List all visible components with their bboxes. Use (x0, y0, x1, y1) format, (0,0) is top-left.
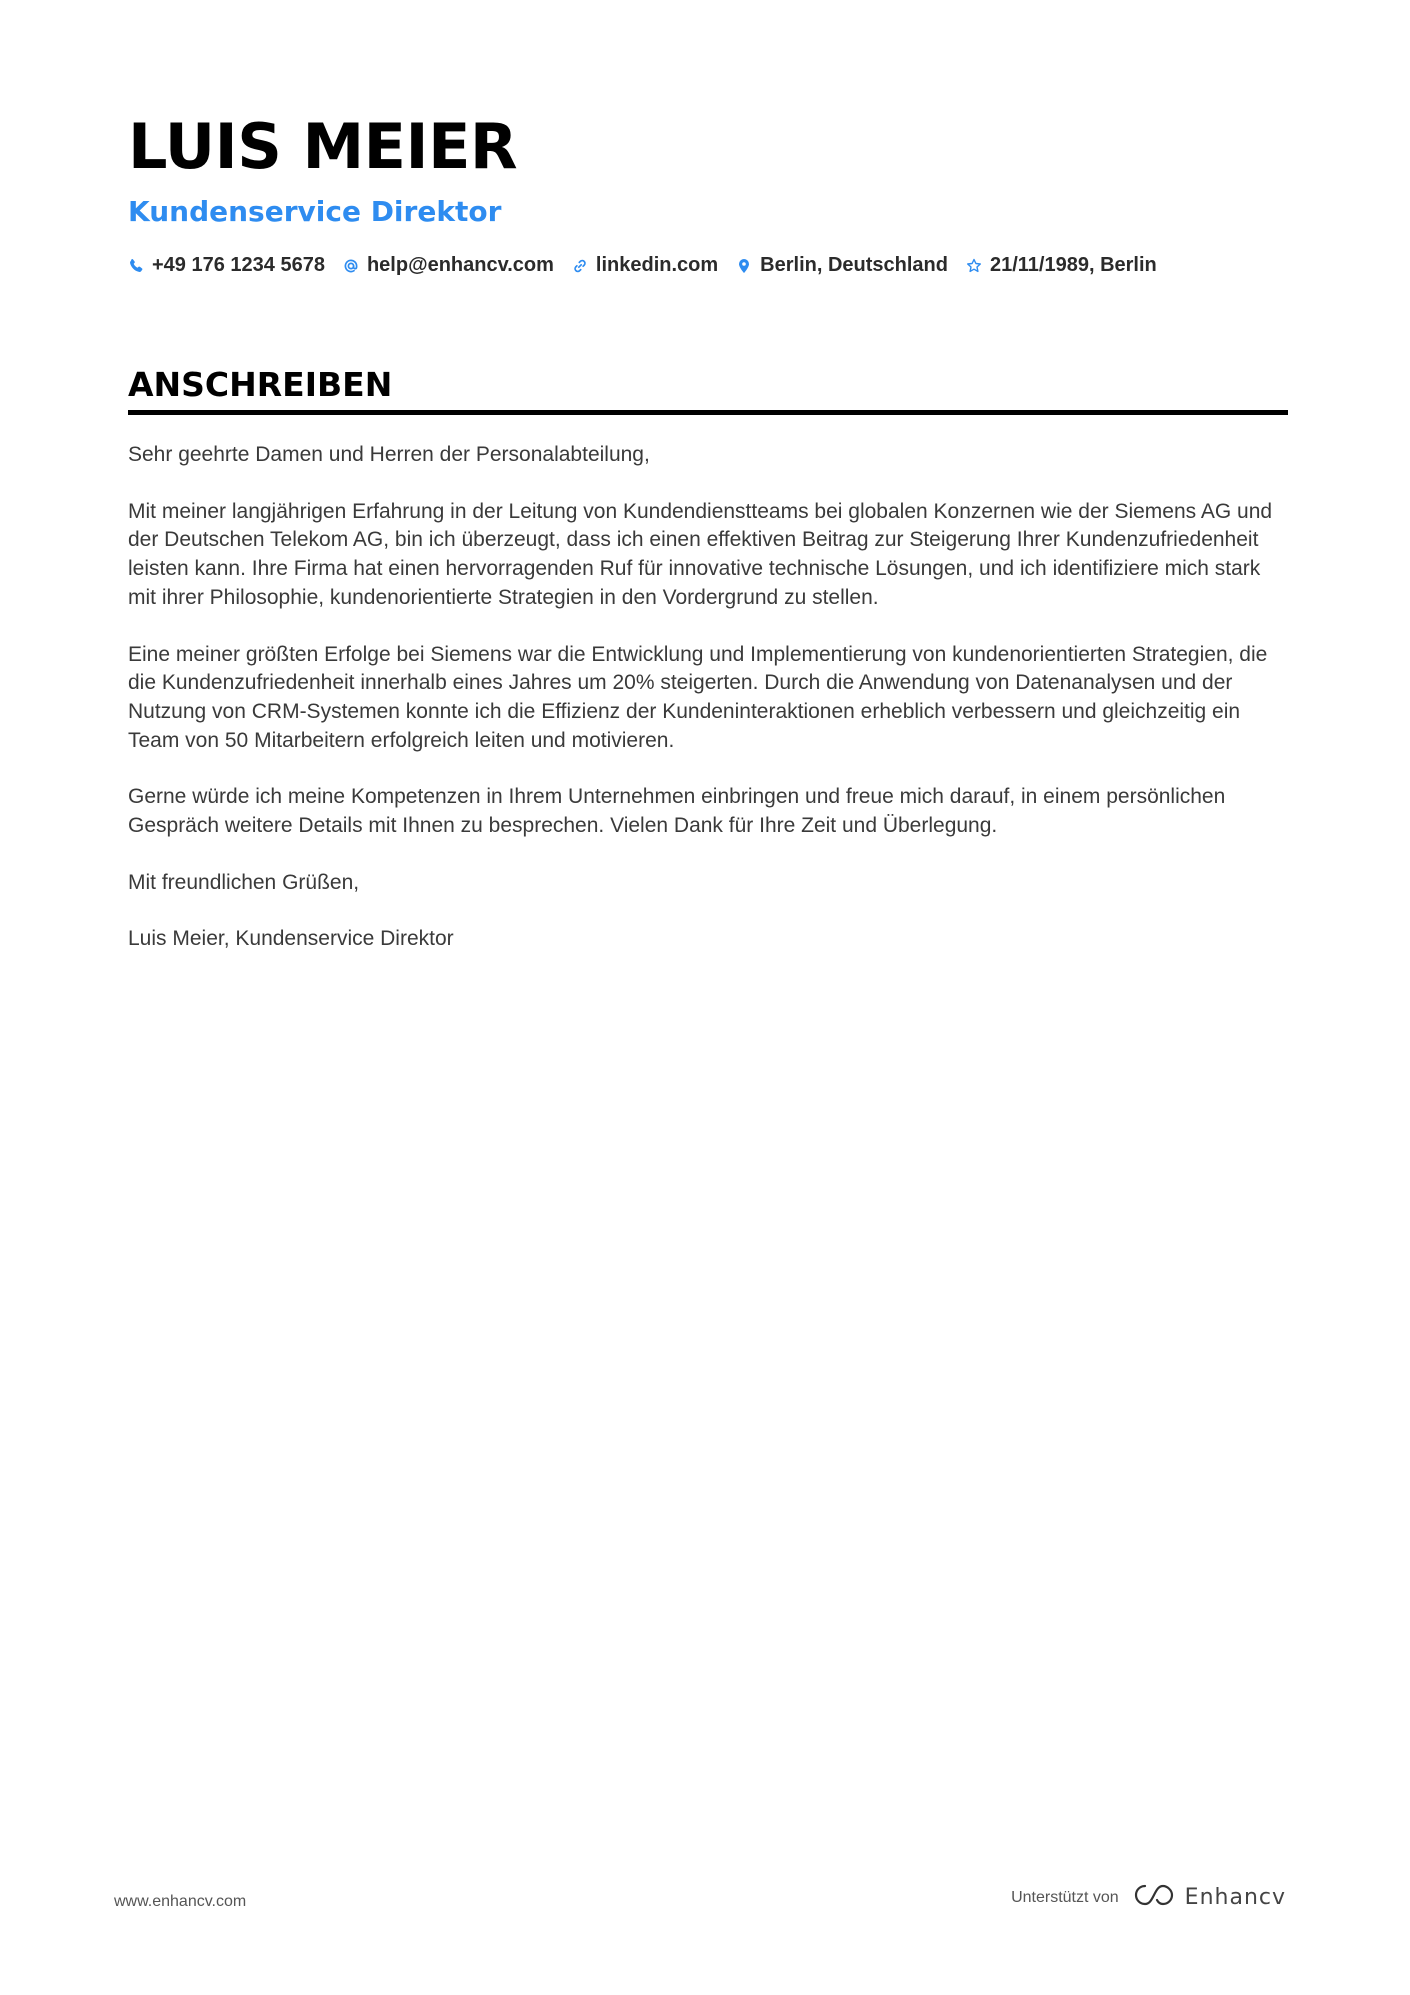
contact-linkedin[interactable] (572, 254, 718, 277)
section-title: ANSCHREIBEN (128, 365, 393, 404)
letter-paragraph: Mit meiner langjährigen Erfahrung in der Leitung von Kundendienstteams bei globalen Konzernen wie der Siemens AG und der Deutschen Telekom AG, bin ich überzeugt, dass ich einen effektiven Beitrag zur Steigerung Ihrer Kundenzufriedenheit leisten kann. Ihre Firma hat einen hervorragenden Ruf für innovative technische Lösungen, und ich identifiziere mich stark mit ihrer Philosophie, kundenorientierte Strategien in den Vordergrund zu stellen. (128, 499, 1273, 609)
contact-location (736, 254, 948, 277)
footer-branding[interactable] (1011, 1882, 1286, 1913)
enhancv-logo (1131, 1882, 1286, 1913)
location-pin-icon (736, 257, 752, 275)
contact-email[interactable] (343, 254, 554, 277)
powered-by-label: Unterstützt von (1011, 1888, 1119, 1906)
header (128, 112, 1288, 277)
brand-name: Enhancv (1184, 1885, 1286, 1910)
star-icon (966, 257, 982, 275)
letter-paragraph: Eine meiner größten Erfolge bei Siemens war die Entwicklung und Implementierung von kundenorientierten Strategien, die die Kundenzufriedenheit innerhalb eines Jahres um 20% steigerten. Durch die Anwendung von Datenanalysen und der Nutzung von CRM-Systemen konnte ich die Effizienz der Kundeninteraktionen erheblich verbessern und gleichzeitig ein Team von 50 Mitarbeitern erfolgreich leiten und motivieren. (128, 642, 1268, 752)
contact-bar (128, 254, 1288, 277)
job-title: Kundenservice Direktor (128, 195, 502, 228)
letter-closing: Mit freundlichen Grüßen, (128, 870, 360, 894)
contact-birth (966, 254, 1157, 277)
footer-website[interactable]: www.enhancv.com (114, 1893, 247, 1910)
letter-signature: Luis Meier, Kundenservice Direktor (128, 927, 454, 951)
contact-email-text: help@enhancv.com (366, 254, 554, 276)
contact-phone-text: +49 176 1234 5678 (152, 254, 325, 276)
letter-salutation: Sehr geehrte Damen und Herren der Personalabteilung, (128, 443, 650, 466)
applicant-name: LUIS MEIER (128, 110, 518, 183)
phone-icon (128, 257, 144, 275)
contact-location-text: Berlin, Deutschland (760, 254, 948, 276)
infinity-icon (1131, 1882, 1177, 1913)
letter-body (128, 441, 1288, 954)
section-divider (128, 410, 1288, 415)
letter-paragraph: Gerne würde ich meine Kompetenzen in Ihrem Unternehmen einbringen und freue mich darauf, in einem persönlichen Gespräch weitere Details mit Ihnen zu besprechen. Vielen Dank für Ihre Zeit und Überlegung. (128, 785, 1226, 838)
link-icon (572, 257, 588, 275)
at-icon (343, 257, 359, 275)
contact-birth-text: 21/11/1989, Berlin (989, 254, 1157, 276)
contact-phone (128, 254, 325, 277)
contact-linkedin-text: linkedin.com (595, 254, 719, 276)
cover-letter-section (128, 364, 1288, 982)
